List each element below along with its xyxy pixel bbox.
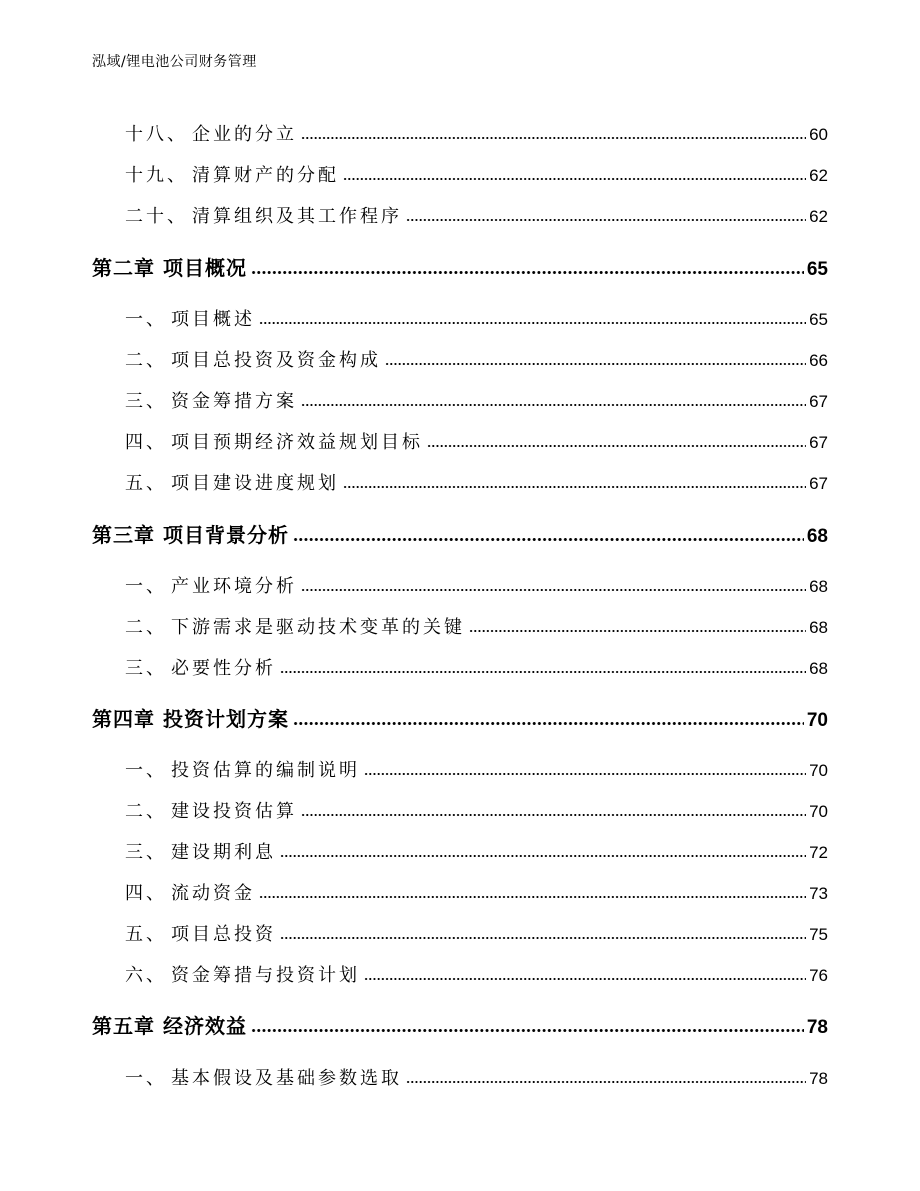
toc-entry-number: 一、 [125,309,167,330]
toc-entry-page: 67 [809,433,828,452]
toc-chapter-title: 投资计划方案 [163,707,289,731]
toc-chapter-entry[interactable] [92,705,828,733]
toc-entry[interactable] [125,203,828,231]
toc-entry-title: 流动资金 [171,883,255,904]
dot-leader [293,537,804,542]
toc-entry[interactable] [125,839,828,867]
toc-entry-title: 投资估算的编制说明 [171,760,360,781]
toc-chapter-title: 项目概况 [163,256,247,280]
toc-entry[interactable] [125,121,828,149]
dot-leader [280,936,806,940]
toc-entry[interactable] [125,921,828,949]
toc-entry-number: 三、 [125,842,167,863]
toc-entry-page: 67 [809,392,828,411]
toc-entry-title: 项目预期经济效益规划目标 [171,432,423,453]
dot-leader [427,444,806,448]
toc-chapter-number: 第三章 [92,523,155,547]
toc-entry[interactable] [125,655,828,683]
dot-leader [259,321,806,325]
toc-entry-number: 六、 [125,965,167,986]
dot-leader [280,854,806,858]
toc-entry-page: 70 [809,802,828,821]
toc-entry-number: 一、 [125,576,167,597]
dot-leader [385,362,806,366]
toc-entry-page: 66 [809,351,828,370]
toc-entry-number: 十八、 [125,124,188,145]
toc-entry-page: 78 [809,1069,828,1088]
dot-leader [364,772,806,776]
toc-entry-page: 67 [809,474,828,493]
toc-entry-page: 70 [809,761,828,780]
toc-entry[interactable] [125,614,828,642]
toc-chapter-title: 经济效益 [163,1014,247,1038]
toc-chapter-entry[interactable] [92,521,828,549]
toc-entry-page: 68 [809,618,828,637]
toc-entry-title: 建设期利息 [171,842,276,863]
toc-entry-page: 60 [809,125,828,144]
toc-entry[interactable] [125,1065,828,1093]
toc-entry-title: 项目总投资及资金构成 [171,350,381,371]
toc-entry[interactable] [125,162,828,190]
toc-entry-title: 项目概述 [171,309,255,330]
toc-entry-page: 62 [809,166,828,185]
toc-entry-page: 75 [809,925,828,944]
dot-leader [343,177,806,181]
dot-leader [301,403,806,407]
toc-chapter-entry[interactable] [92,254,828,282]
page-header-title: 泓域/锂电池公司财务管理 [92,54,257,70]
dot-leader [364,977,806,981]
toc-entry-title: 项目建设进度规划 [171,473,339,494]
dot-leader [406,1080,806,1084]
dot-leader [301,136,806,140]
toc-entry[interactable] [125,429,828,457]
toc-chapter-number: 第四章 [92,707,155,731]
toc-entry-title: 清算组织及其工作程序 [192,206,402,227]
toc-entry-title: 项目总投资 [171,924,276,945]
toc-entry-number: 三、 [125,658,167,679]
toc-entry-page: 65 [809,310,828,329]
toc-entry-number: 二十、 [125,206,188,227]
toc-chapter-page: 65 [806,259,828,280]
toc-entry[interactable] [125,306,828,334]
toc-chapter-page: 78 [806,1017,828,1038]
toc-entry-page: 72 [809,843,828,862]
toc-entry[interactable] [125,470,828,498]
toc-entry-number: 十九、 [125,165,188,186]
toc-entry-title: 下游需求是驱动技术变革的关键 [171,617,465,638]
toc-entry[interactable] [125,757,828,785]
dot-leader [293,721,804,726]
toc-entry-number: 二、 [125,801,167,822]
toc-entry[interactable] [125,962,828,990]
toc-entry-number: 三、 [125,391,167,412]
toc-entry-page: 73 [809,884,828,903]
toc-entry-number: 四、 [125,883,167,904]
toc-chapter-page: 70 [806,710,828,731]
toc-entry-page: 76 [809,966,828,985]
dot-leader [406,218,806,222]
dot-leader [280,670,806,674]
toc-entry-page: 68 [809,577,828,596]
toc-entry-title: 必要性分析 [171,658,276,679]
toc-entry[interactable] [125,573,828,601]
toc-chapter-number: 第五章 [92,1014,155,1038]
toc-chapter-page: 68 [806,526,828,547]
toc-entry-title: 资金筹措方案 [171,391,297,412]
toc-entry-title: 企业的分立 [192,124,297,145]
dot-leader [251,270,804,275]
toc-entry-title: 建设投资估算 [171,801,297,822]
dot-leader [343,485,806,489]
toc-entry[interactable] [125,388,828,416]
toc-entry-number: 二、 [125,617,167,638]
toc-entry-title: 清算财产的分配 [192,165,339,186]
dot-leader [301,588,806,592]
toc-entry-number: 五、 [125,924,167,945]
toc-entry-number: 二、 [125,350,167,371]
dot-leader [251,1028,804,1033]
toc-chapter-number: 第二章 [92,256,155,280]
toc-entry-title: 基本假设及基础参数选取 [171,1068,402,1089]
toc-entry[interactable] [125,798,828,826]
toc-entry-title: 产业环境分析 [171,576,297,597]
dot-leader [301,813,806,817]
toc-entry-page: 62 [809,207,828,226]
toc-entry-title: 资金筹措与投资计划 [171,965,360,986]
toc-chapter-entry[interactable] [92,1012,828,1040]
dot-leader [469,629,806,633]
toc-entry-page: 68 [809,659,828,678]
toc-chapter-title: 项目背景分析 [163,523,289,547]
toc-entry[interactable] [125,880,828,908]
toc-entry-number: 一、 [125,1068,167,1089]
toc-entry[interactable] [125,347,828,375]
dot-leader [259,895,806,899]
toc-entry-number: 五、 [125,473,167,494]
toc-entry-number: 四、 [125,432,167,453]
toc-entry-number: 一、 [125,760,167,781]
